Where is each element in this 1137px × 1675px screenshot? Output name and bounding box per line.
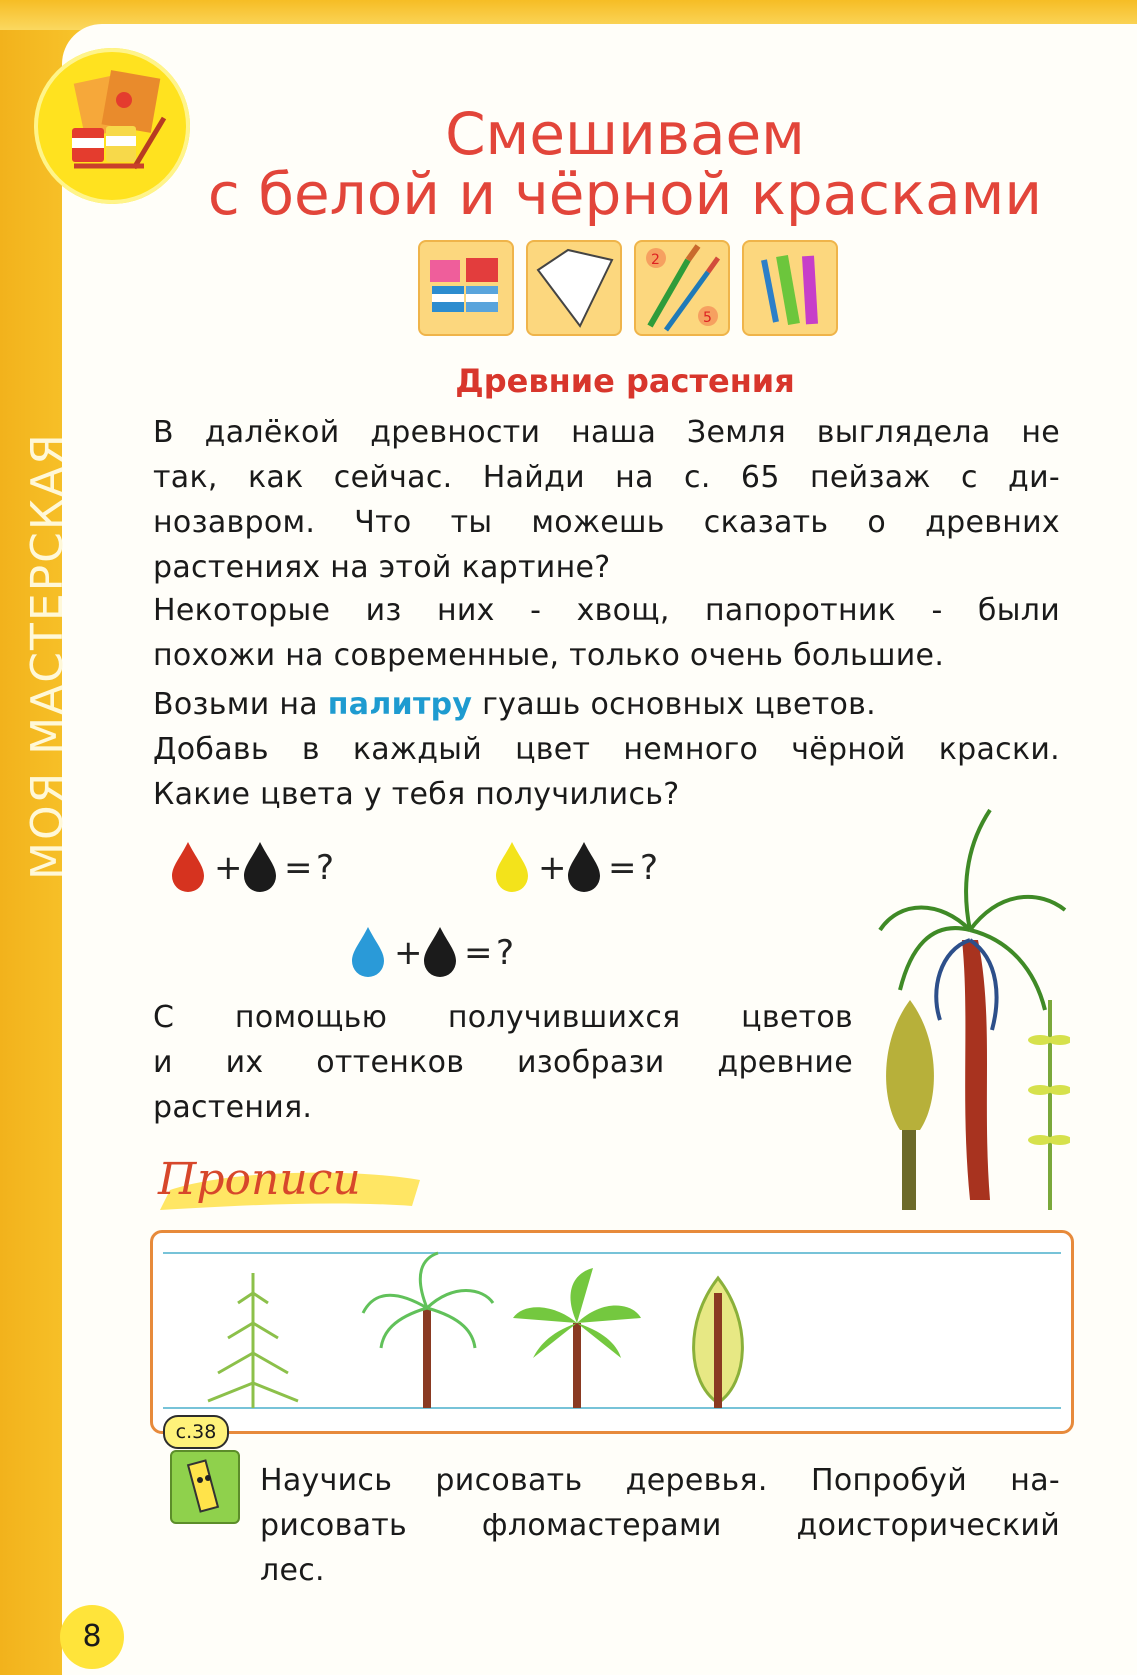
paragraph-1-line-1: В далёкой древности наша Земля выглядела не — [153, 415, 1060, 450]
black-drop-icon — [242, 840, 278, 892]
paragraph-2-line-1: Некоторые из них - хвощ, папоротник - были — [153, 593, 1060, 628]
horsetail-sample-icon — [208, 1273, 298, 1408]
yellow-drop-icon — [494, 840, 530, 892]
equals-sign: = — [284, 848, 313, 888]
paragraph-4-line-1: С помощью получившихся цветов — [153, 1000, 853, 1035]
section-title: Древние растения — [455, 362, 795, 400]
black-drop-icon — [422, 925, 458, 977]
palette-term: палитру — [327, 687, 473, 722]
paper-sheet-icon — [526, 240, 622, 336]
blue-drop-icon — [350, 925, 386, 977]
paragraph-1-line-4: растениях на этой картине? — [153, 550, 611, 585]
brushes-icon — [634, 240, 730, 336]
palm-tree-sample-icon — [363, 1253, 493, 1408]
equation-yellow-black — [494, 840, 674, 900]
question-mark: ? — [496, 933, 515, 973]
equals-sign: = — [464, 933, 493, 973]
paragraph-4-line-2: и их оттенков изобрази древние — [153, 1045, 853, 1080]
pencil-character-icon — [170, 1450, 240, 1524]
svg-text:5: 5 — [703, 310, 712, 326]
paragraph-2-line-2: похожи на современные, только очень большие. — [153, 638, 945, 673]
propisi-label: Прописи — [158, 1154, 361, 1205]
paragraph-3-suffix: гуашь основных цветов. — [472, 687, 876, 722]
propisi-header — [150, 1150, 430, 1218]
svg-text:2: 2 — [651, 252, 660, 268]
black-drop-icon — [566, 840, 602, 892]
task-line-2: рисовать фломастерами доисторический — [260, 1508, 1060, 1543]
paragraph-4-line-3: растения. — [153, 1090, 313, 1125]
red-drop-icon — [170, 840, 206, 892]
sidebar-label-container — [10, 230, 80, 890]
page-number: 8 — [60, 1605, 124, 1669]
plus-sign: + — [214, 848, 243, 888]
paragraph-1-line-2: так, как сейчас. Найди на с. 65 пейзаж с ди- — [153, 460, 1060, 495]
plus-sign: + — [394, 933, 423, 973]
question-mark: ? — [316, 848, 335, 888]
cycad-sample-icon — [513, 1268, 641, 1408]
tree-samples — [153, 1233, 1071, 1431]
leaf-tree-sample-icon — [694, 1278, 743, 1408]
paragraph-3-line-2: Добавь в каждый цвет немного чёрной краски. — [153, 732, 1060, 767]
equals-sign: = — [608, 848, 637, 888]
paragraph-3-line-3: Какие цвета у тебя получились? — [153, 777, 680, 812]
question-mark: ? — [640, 848, 659, 888]
paragraph-1-line-3: нозавром. Что ты можешь сказать о древних — [153, 505, 1060, 540]
title-line-2: с белой и чёрной красками — [207, 160, 1043, 228]
plus-sign: + — [538, 848, 567, 888]
task-line-1: Научись рисовать деревья. Попробуй на- — [260, 1463, 1060, 1498]
copybook-box — [150, 1230, 1074, 1434]
materials-icons — [418, 240, 838, 335]
gouache-jars-icon — [418, 240, 514, 336]
equation-red-black — [170, 840, 350, 900]
title-line-1: Смешиваем — [445, 100, 805, 168]
markers-icon — [742, 240, 838, 336]
task-line-3: лес. — [260, 1553, 325, 1588]
equation-blue-black — [350, 925, 530, 985]
paragraph-3-prefix: Возьми на — [153, 687, 328, 722]
ancient-plants-illustration — [870, 800, 1070, 1220]
page-reference-tag: с.38 — [163, 1415, 229, 1449]
paragraph-3-line-1 — [153, 682, 1060, 727]
sidebar-label: МОЯ МАСТЕРСКАЯ — [22, 432, 73, 880]
